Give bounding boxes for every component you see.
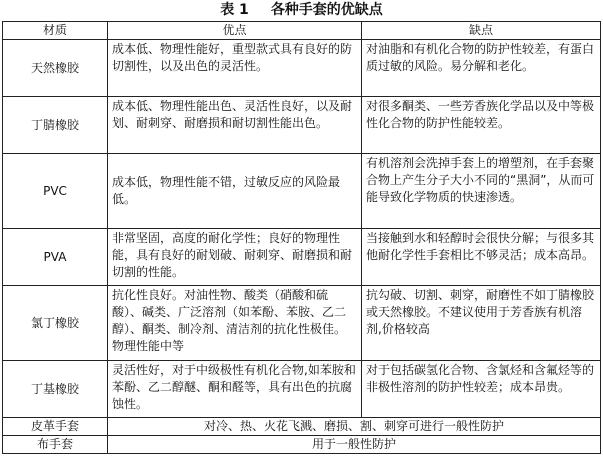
cons-cell: 对油脂和有机化合物的防护性较差，有蛋白质过敏的风险。易分解和老化。 xyxy=(362,40,601,97)
material-cell: PVA xyxy=(3,229,108,286)
merged-description-cell: 用于一般性防护 xyxy=(108,436,601,454)
pros-cell: 成本低、物理性能出色、灵活性良好，以及耐划、耐刺穿、耐磨损和耐切割性能出色。 xyxy=(108,97,362,154)
table-caption xyxy=(0,0,603,20)
pros-cell: 灵活性好，对于中级极性有机化合物,如苯胺和苯酚、乙二醇醚、酮和醛等，具有出色的抗腐蚀性。 xyxy=(108,361,362,418)
table-row xyxy=(3,286,601,361)
table-row-span xyxy=(3,418,601,436)
table-row xyxy=(3,154,601,229)
table-row xyxy=(3,229,601,286)
table-row xyxy=(3,97,601,154)
pros-cell: 非常坚固，高度的耐化学性；良好的物理性能，具有良好的耐划破、耐刺穿、耐磨损和耐切割的性能。 xyxy=(108,229,362,286)
gloves-comparison-table xyxy=(2,21,601,454)
pros-cell: 成本低、物理性能好，重型款式具有良好的防切割性，以及出色的灵活性。 xyxy=(108,40,362,97)
table-number: 表 1 xyxy=(220,2,249,18)
header-row xyxy=(3,22,601,40)
pros-cell: 抗化性良好。对油性物、酸类（硝酸和硫酸）、碱类、广泛溶剂（如苯酚、苯胺、乙二醇）、酮类、制冷剂、清洁剂的抗化性极佳。物理性能中等 xyxy=(108,286,362,361)
table-row-span xyxy=(3,436,601,454)
cons-cell: 有机溶剂会洗掉手套上的增塑剂，在手套聚合物上产生分子大小不同的“黑洞”，从而可能导致化学物质的快速渗透。 xyxy=(362,154,601,229)
material-cell: 丁腈橡胶 xyxy=(3,97,108,154)
cons-cell: 抗勾破、切割、刺穿，耐磨性不如丁腈橡胶或天然橡胶。不建议使用于芳香族有机溶剂,价格较高 xyxy=(362,286,601,361)
material-cell: PVC xyxy=(3,154,108,229)
pros-cell: 成本低，物理性能不错，过敏反应的风险最低。 xyxy=(108,154,362,229)
header-material: 材质 xyxy=(3,22,108,40)
header-cons: 缺点 xyxy=(362,22,601,40)
cons-cell: 当接触到水和轻醇时会很快分解；与很多其他耐化学性手套相比不够灵活；成本高昂。 xyxy=(362,229,601,286)
cons-cell: 对很多酮类、一些芳香族化学品以及中等极性化合物的防护性能较差。 xyxy=(362,97,601,154)
header-pros: 优点 xyxy=(108,22,362,40)
material-cell: 布手套 xyxy=(3,436,108,454)
material-cell: 天然橡胶 xyxy=(3,40,108,97)
material-cell: 丁基橡胶 xyxy=(3,361,108,418)
table-title: 各种手套的优缺点 xyxy=(270,2,383,18)
cons-cell: 对于包括碳氢化合物、含氯烃和含氟烃等的非极性溶剂的防护性较差；成本昂贵。 xyxy=(362,361,601,418)
table-row xyxy=(3,361,601,418)
merged-description-cell: 对冷、热、火花飞溅、磨损、割、刺穿可进行一般性防护 xyxy=(108,418,601,436)
table-row xyxy=(3,40,601,97)
material-cell: 氯丁橡胶 xyxy=(3,286,108,361)
material-cell: 皮革手套 xyxy=(3,418,108,436)
